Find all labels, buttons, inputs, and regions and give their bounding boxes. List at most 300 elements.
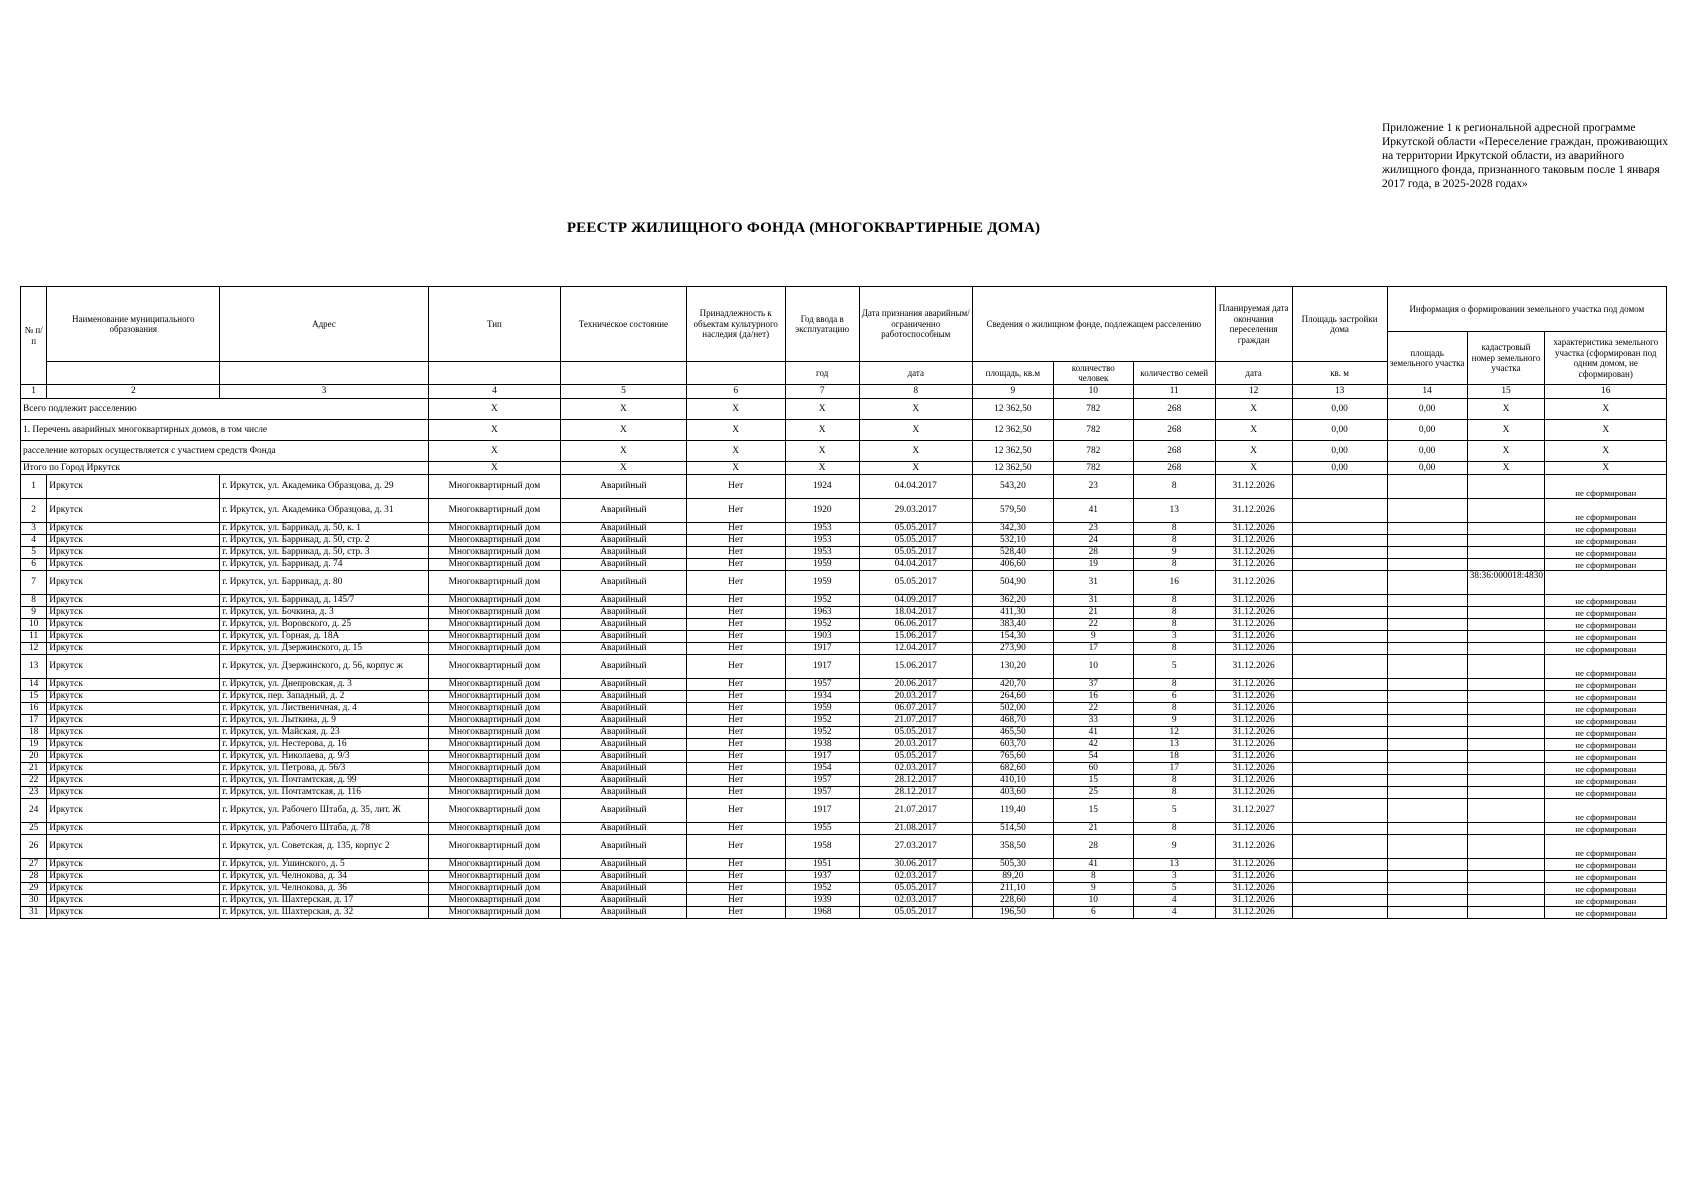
row-area: 342,30 <box>972 523 1053 535</box>
row-num: 23 <box>21 787 47 799</box>
row-date-recognition: 20.06.2017 <box>859 679 972 691</box>
row-land-area <box>1387 787 1467 799</box>
row-municipality: Иркутск <box>47 727 220 739</box>
table-row <box>21 643 1667 655</box>
summary-families: 268 <box>1133 441 1215 462</box>
row-land-area <box>1387 739 1467 751</box>
row-heritage: Нет <box>686 595 785 607</box>
row-address: г. Иркутск, ул. Советская, д. 135, корпус 2 <box>220 835 428 859</box>
row-type: Многоквартирный дом <box>428 703 561 715</box>
row-address: г. Иркутск, ул. Баррикад, д. 145/7 <box>220 595 428 607</box>
row-year: 1952 <box>785 715 859 727</box>
row-families: 12 <box>1133 727 1215 739</box>
row-heritage: Нет <box>686 715 785 727</box>
col-number: 9 <box>972 385 1053 399</box>
row-type: Многоквартирный дом <box>428 763 561 775</box>
row-num: 16 <box>21 703 47 715</box>
row-tech-state: Аварийный <box>561 547 686 559</box>
table-row <box>21 883 1667 895</box>
row-type: Многоквартирный дом <box>428 631 561 643</box>
row-year: 1938 <box>785 739 859 751</box>
row-num: 19 <box>21 739 47 751</box>
row-families: 18 <box>1133 751 1215 763</box>
row-families: 13 <box>1133 739 1215 751</box>
row-area: 119,40 <box>972 799 1053 823</box>
row-area: 383,40 <box>972 619 1053 631</box>
row-municipality: Иркутск <box>47 859 220 871</box>
row-land-area <box>1387 895 1467 907</box>
table-row <box>21 859 1667 871</box>
table-row <box>21 787 1667 799</box>
row-date-recognition: 15.06.2017 <box>859 631 972 643</box>
row-area: 603,70 <box>972 739 1053 751</box>
row-people: 9 <box>1053 883 1133 895</box>
row-land-char: не сформирован <box>1545 475 1667 499</box>
row-build-area <box>1292 655 1387 679</box>
row-cadastral <box>1467 883 1545 895</box>
summary-area: 12 362,50 <box>972 420 1053 441</box>
col-header-heritage-blank <box>686 362 785 385</box>
col-header-land-area: площадь земельного участка <box>1387 332 1467 385</box>
unit-date: дата <box>859 362 972 385</box>
row-address: г. Иркутск, ул. Бочкина, д. 3 <box>220 607 428 619</box>
row-tech-state: Аварийный <box>561 895 686 907</box>
row-land-area <box>1387 883 1467 895</box>
row-municipality: Иркутск <box>47 895 220 907</box>
row-land-char: не сформирован <box>1545 763 1667 775</box>
table-row <box>21 559 1667 571</box>
row-year: 1939 <box>785 895 859 907</box>
row-date-recognition: 05.05.2017 <box>859 883 972 895</box>
row-families: 4 <box>1133 895 1215 907</box>
row-address: г. Иркутск, ул. Лыткина, д. 9 <box>220 715 428 727</box>
row-cadastral <box>1467 547 1545 559</box>
row-planned-date: 31.12.2027 <box>1215 799 1292 823</box>
summary-x-mark: X <box>859 462 972 475</box>
summary-area: 12 362,50 <box>972 462 1053 475</box>
row-heritage: Нет <box>686 631 785 643</box>
row-municipality: Иркутск <box>47 703 220 715</box>
row-families: 16 <box>1133 571 1215 595</box>
row-date-recognition: 02.03.2017 <box>859 763 972 775</box>
row-heritage: Нет <box>686 559 785 571</box>
row-num: 31 <box>21 907 47 919</box>
row-tech-state: Аварийный <box>561 655 686 679</box>
summary-land-area: 0,00 <box>1387 462 1467 475</box>
row-cadastral <box>1467 751 1545 763</box>
row-people: 16 <box>1053 691 1133 703</box>
row-planned-date: 31.12.2026 <box>1215 751 1292 763</box>
row-heritage: Нет <box>686 883 785 895</box>
row-type: Многоквартирный дом <box>428 523 561 535</box>
row-type: Многоквартирный дом <box>428 895 561 907</box>
row-cadastral <box>1467 535 1545 547</box>
row-num: 17 <box>21 715 47 727</box>
row-date-recognition: 28.12.2017 <box>859 787 972 799</box>
row-area: 406,60 <box>972 559 1053 571</box>
row-build-area <box>1292 751 1387 763</box>
summary-x-mark: X <box>1545 441 1667 462</box>
row-planned-date: 31.12.2026 <box>1215 727 1292 739</box>
row-planned-date: 31.12.2026 <box>1215 631 1292 643</box>
table-row <box>21 739 1667 751</box>
row-year: 1959 <box>785 571 859 595</box>
row-land-area <box>1387 703 1467 715</box>
summary-x-mark: X <box>428 441 561 462</box>
row-people: 37 <box>1053 679 1133 691</box>
row-municipality: Иркутск <box>47 883 220 895</box>
row-families: 8 <box>1133 595 1215 607</box>
row-area: 532,10 <box>972 535 1053 547</box>
row-area: 528,40 <box>972 547 1053 559</box>
row-people: 41 <box>1053 859 1133 871</box>
row-tech-state: Аварийный <box>561 883 686 895</box>
row-build-area <box>1292 595 1387 607</box>
row-people: 21 <box>1053 823 1133 835</box>
row-land-area <box>1387 595 1467 607</box>
row-cadastral <box>1467 835 1545 859</box>
row-year: 1952 <box>785 619 859 631</box>
table-row <box>21 499 1667 523</box>
row-municipality: Иркутск <box>47 523 220 535</box>
row-address: г. Иркутск, ул. Воровского, д. 25 <box>220 619 428 631</box>
summary-x-mark: X <box>1467 462 1545 475</box>
row-build-area <box>1292 547 1387 559</box>
summary-row <box>21 399 1667 420</box>
row-families: 8 <box>1133 703 1215 715</box>
summary-x-mark: X <box>561 441 686 462</box>
row-build-area <box>1292 727 1387 739</box>
row-num: 15 <box>21 691 47 703</box>
row-municipality: Иркутск <box>47 775 220 787</box>
col-header-address-blank <box>220 362 428 385</box>
row-people: 10 <box>1053 655 1133 679</box>
row-land-char: не сформирован <box>1545 691 1667 703</box>
row-type: Многоквартирный дом <box>428 775 561 787</box>
row-planned-date: 31.12.2026 <box>1215 775 1292 787</box>
row-tech-state: Аварийный <box>561 571 686 595</box>
row-type: Многоквартирный дом <box>428 571 561 595</box>
table-row <box>21 835 1667 859</box>
row-people: 23 <box>1053 475 1133 499</box>
summary-x-mark: X <box>785 399 859 420</box>
row-num: 28 <box>21 871 47 883</box>
row-tech-state: Аварийный <box>561 475 686 499</box>
row-municipality: Иркутск <box>47 835 220 859</box>
row-tech-state: Аварийный <box>561 835 686 859</box>
row-date-recognition: 05.05.2017 <box>859 523 972 535</box>
row-municipality: Иркутск <box>47 643 220 655</box>
row-area: 505,30 <box>972 859 1053 871</box>
row-municipality: Иркутск <box>47 907 220 919</box>
row-land-area <box>1387 619 1467 631</box>
row-type: Многоквартирный дом <box>428 799 561 823</box>
row-address: г. Иркутск, ул. Челнокова, д. 36 <box>220 883 428 895</box>
row-municipality: Иркутск <box>47 751 220 763</box>
summary-x-mark: X <box>561 420 686 441</box>
summary-land-area: 0,00 <box>1387 441 1467 462</box>
row-address: г. Иркутск, ул. Шахтерская, д. 32 <box>220 907 428 919</box>
row-tech-state: Аварийный <box>561 523 686 535</box>
row-land-char: не сформирован <box>1545 679 1667 691</box>
row-families: 9 <box>1133 547 1215 559</box>
row-type: Многоквартирный дом <box>428 643 561 655</box>
row-num: 12 <box>21 643 47 655</box>
row-date-recognition: 05.05.2017 <box>859 571 972 595</box>
summary-x-mark: X <box>1215 420 1292 441</box>
summary-x-mark: X <box>428 462 561 475</box>
col-number: 12 <box>1215 385 1292 399</box>
document-title: РЕЕСТР ЖИЛИЩНОГО ФОНДА (МНОГОКВАРТИРНЫЕ ДОМА) <box>566 220 1041 236</box>
row-heritage: Нет <box>686 751 785 763</box>
row-address: г. Иркутск, ул. Почтамтская, д. 116 <box>220 787 428 799</box>
summary-x-mark: X <box>561 399 686 420</box>
summary-families: 268 <box>1133 399 1215 420</box>
row-heritage: Нет <box>686 907 785 919</box>
row-people: 54 <box>1053 751 1133 763</box>
row-planned-date: 31.12.2026 <box>1215 907 1292 919</box>
row-people: 28 <box>1053 547 1133 559</box>
summary-x-mark: X <box>859 399 972 420</box>
summary-build-area: 0,00 <box>1292 462 1387 475</box>
row-build-area <box>1292 739 1387 751</box>
row-date-recognition: 18.04.2017 <box>859 607 972 619</box>
row-address: г. Иркутск, ул. Рабочего Штаба, д. 35, лит. Ж <box>220 799 428 823</box>
row-type: Многоквартирный дом <box>428 691 561 703</box>
row-year: 1963 <box>785 607 859 619</box>
row-year: 1959 <box>785 559 859 571</box>
row-people: 41 <box>1053 499 1133 523</box>
col-number: 13 <box>1292 385 1387 399</box>
row-type: Многоквартирный дом <box>428 499 561 523</box>
row-year: 1957 <box>785 775 859 787</box>
col-number: 10 <box>1053 385 1133 399</box>
col-header-land-info: Информация о формировании земельного участка под домом <box>1387 287 1666 332</box>
row-people: 28 <box>1053 835 1133 859</box>
summary-x-mark: X <box>428 420 561 441</box>
row-year: 1953 <box>785 547 859 559</box>
col-number: 1 <box>21 385 47 399</box>
row-tech-state: Аварийный <box>561 907 686 919</box>
row-land-char: не сформирован <box>1545 619 1667 631</box>
row-land-area <box>1387 871 1467 883</box>
unit-people: количество человек <box>1053 362 1133 385</box>
row-address: г. Иркутск, ул. Баррикад, д. 50, стр. 2 <box>220 535 428 547</box>
row-people: 22 <box>1053 619 1133 631</box>
col-number: 8 <box>859 385 972 399</box>
row-year: 1937 <box>785 871 859 883</box>
row-land-char: не сформирован <box>1545 559 1667 571</box>
row-heritage: Нет <box>686 859 785 871</box>
column-number-row <box>21 385 1667 399</box>
col-number: 11 <box>1133 385 1215 399</box>
row-land-char: не сформирован <box>1545 907 1667 919</box>
row-build-area <box>1292 691 1387 703</box>
row-families: 13 <box>1133 859 1215 871</box>
row-people: 19 <box>1053 559 1133 571</box>
row-people: 8 <box>1053 871 1133 883</box>
row-land-char: не сформирован <box>1545 595 1667 607</box>
row-land-area <box>1387 631 1467 643</box>
row-build-area <box>1292 823 1387 835</box>
row-land-area <box>1387 523 1467 535</box>
row-type: Многоквартирный дом <box>428 787 561 799</box>
row-municipality: Иркутск <box>47 655 220 679</box>
summary-x-mark: X <box>1467 420 1545 441</box>
row-area: 502,00 <box>972 703 1053 715</box>
row-planned-date: 31.12.2026 <box>1215 523 1292 535</box>
row-families: 8 <box>1133 535 1215 547</box>
row-area: 765,60 <box>972 751 1053 763</box>
row-cadastral <box>1467 775 1545 787</box>
summary-row <box>21 441 1667 462</box>
table-row <box>21 715 1667 727</box>
unit-sqm: кв. м <box>1292 362 1387 385</box>
row-tech-state: Аварийный <box>561 727 686 739</box>
col-header-date-recognition: Дата признания аварийным/ограниченно работоспособным <box>859 287 972 362</box>
row-build-area <box>1292 907 1387 919</box>
row-land-area <box>1387 571 1467 595</box>
row-land-char: не сформирован <box>1545 655 1667 679</box>
row-land-area <box>1387 655 1467 679</box>
row-type: Многоквартирный дом <box>428 715 561 727</box>
row-address: г. Иркутск, ул. Петрова, д. 56/3 <box>220 763 428 775</box>
row-date-recognition: 05.05.2017 <box>859 547 972 559</box>
row-land-area <box>1387 547 1467 559</box>
row-date-recognition: 02.03.2017 <box>859 871 972 883</box>
table-row <box>21 823 1667 835</box>
row-date-recognition: 27.03.2017 <box>859 835 972 859</box>
row-cadastral <box>1467 727 1545 739</box>
row-address: г. Иркутск, ул. Шахтерская, д. 17 <box>220 895 428 907</box>
col-number: 4 <box>428 385 561 399</box>
row-cadastral <box>1467 655 1545 679</box>
row-build-area <box>1292 559 1387 571</box>
row-year: 1903 <box>785 631 859 643</box>
row-year: 1957 <box>785 787 859 799</box>
row-land-area <box>1387 691 1467 703</box>
row-people: 22 <box>1053 703 1133 715</box>
row-num: 5 <box>21 547 47 559</box>
row-type: Многоквартирный дом <box>428 679 561 691</box>
row-municipality: Иркутск <box>47 631 220 643</box>
row-cadastral <box>1467 799 1545 823</box>
row-area: 196,50 <box>972 907 1053 919</box>
row-families: 5 <box>1133 799 1215 823</box>
row-type: Многоквартирный дом <box>428 619 561 631</box>
row-type: Многоквартирный дом <box>428 559 561 571</box>
row-num: 30 <box>21 895 47 907</box>
row-area: 420,70 <box>972 679 1053 691</box>
row-build-area <box>1292 619 1387 631</box>
row-people: 21 <box>1053 607 1133 619</box>
row-year: 1917 <box>785 643 859 655</box>
row-build-area <box>1292 715 1387 727</box>
row-year: 1959 <box>785 703 859 715</box>
row-heritage: Нет <box>686 475 785 499</box>
row-people: 33 <box>1053 715 1133 727</box>
row-year: 1952 <box>785 883 859 895</box>
row-tech-state: Аварийный <box>561 859 686 871</box>
housing-registry-table <box>20 286 1667 919</box>
row-date-recognition: 28.12.2017 <box>859 775 972 787</box>
summary-x-mark: X <box>785 420 859 441</box>
row-municipality: Иркутск <box>47 823 220 835</box>
row-families: 8 <box>1133 643 1215 655</box>
row-num: 3 <box>21 523 47 535</box>
summary-x-mark: X <box>1215 462 1292 475</box>
table-row <box>21 895 1667 907</box>
row-heritage: Нет <box>686 835 785 859</box>
row-tech-state: Аварийный <box>561 703 686 715</box>
row-num: 29 <box>21 883 47 895</box>
row-address: г. Иркутск, ул. Рабочего Штаба, д. 78 <box>220 823 428 835</box>
summary-x-mark: X <box>1545 420 1667 441</box>
row-cadastral <box>1467 823 1545 835</box>
row-heritage: Нет <box>686 703 785 715</box>
summary-x-mark: X <box>1467 441 1545 462</box>
row-municipality: Иркутск <box>47 535 220 547</box>
row-type: Многоквартирный дом <box>428 823 561 835</box>
row-families: 3 <box>1133 871 1215 883</box>
row-land-char: не сформирован <box>1545 643 1667 655</box>
row-date-recognition: 05.05.2017 <box>859 751 972 763</box>
row-land-char: не сформирован <box>1545 715 1667 727</box>
summary-label: Всего подлежит расселению <box>21 399 429 420</box>
row-date-recognition: 30.06.2017 <box>859 859 972 871</box>
row-area: 410,10 <box>972 775 1053 787</box>
summary-x-mark: X <box>859 420 972 441</box>
row-people: 24 <box>1053 535 1133 547</box>
row-land-char: не сформирован <box>1545 607 1667 619</box>
row-tech-state: Аварийный <box>561 823 686 835</box>
row-people: 17 <box>1053 643 1133 655</box>
row-cadastral: 38:36:000018:4830 <box>1467 571 1545 595</box>
table-row <box>21 535 1667 547</box>
row-municipality: Иркутск <box>47 475 220 499</box>
table-row <box>21 619 1667 631</box>
row-num: 4 <box>21 535 47 547</box>
row-land-char: не сформирован <box>1545 895 1667 907</box>
row-planned-date: 31.12.2026 <box>1215 535 1292 547</box>
summary-label: Итого по Город Иркутск <box>21 462 429 475</box>
row-year: 1957 <box>785 679 859 691</box>
row-land-area <box>1387 475 1467 499</box>
row-planned-date: 31.12.2026 <box>1215 499 1292 523</box>
row-families: 3 <box>1133 631 1215 643</box>
row-build-area <box>1292 763 1387 775</box>
row-heritage: Нет <box>686 643 785 655</box>
row-heritage: Нет <box>686 787 785 799</box>
row-area: 130,20 <box>972 655 1053 679</box>
row-build-area <box>1292 871 1387 883</box>
row-land-area <box>1387 559 1467 571</box>
row-build-area <box>1292 835 1387 859</box>
row-date-recognition: 06.07.2017 <box>859 703 972 715</box>
row-land-area <box>1387 643 1467 655</box>
row-tech-state: Аварийный <box>561 595 686 607</box>
row-address: г. Иркутск, ул. Челнокова, д. 34 <box>220 871 428 883</box>
row-families: 8 <box>1133 679 1215 691</box>
row-year: 1924 <box>785 475 859 499</box>
row-tech-state: Аварийный <box>561 691 686 703</box>
row-land-area <box>1387 907 1467 919</box>
row-address: г. Иркутск, ул. Нестерова, д. 16 <box>220 739 428 751</box>
row-people: 10 <box>1053 895 1133 907</box>
row-planned-date: 31.12.2026 <box>1215 871 1292 883</box>
row-planned-date: 31.12.2026 <box>1215 559 1292 571</box>
row-cadastral <box>1467 715 1545 727</box>
